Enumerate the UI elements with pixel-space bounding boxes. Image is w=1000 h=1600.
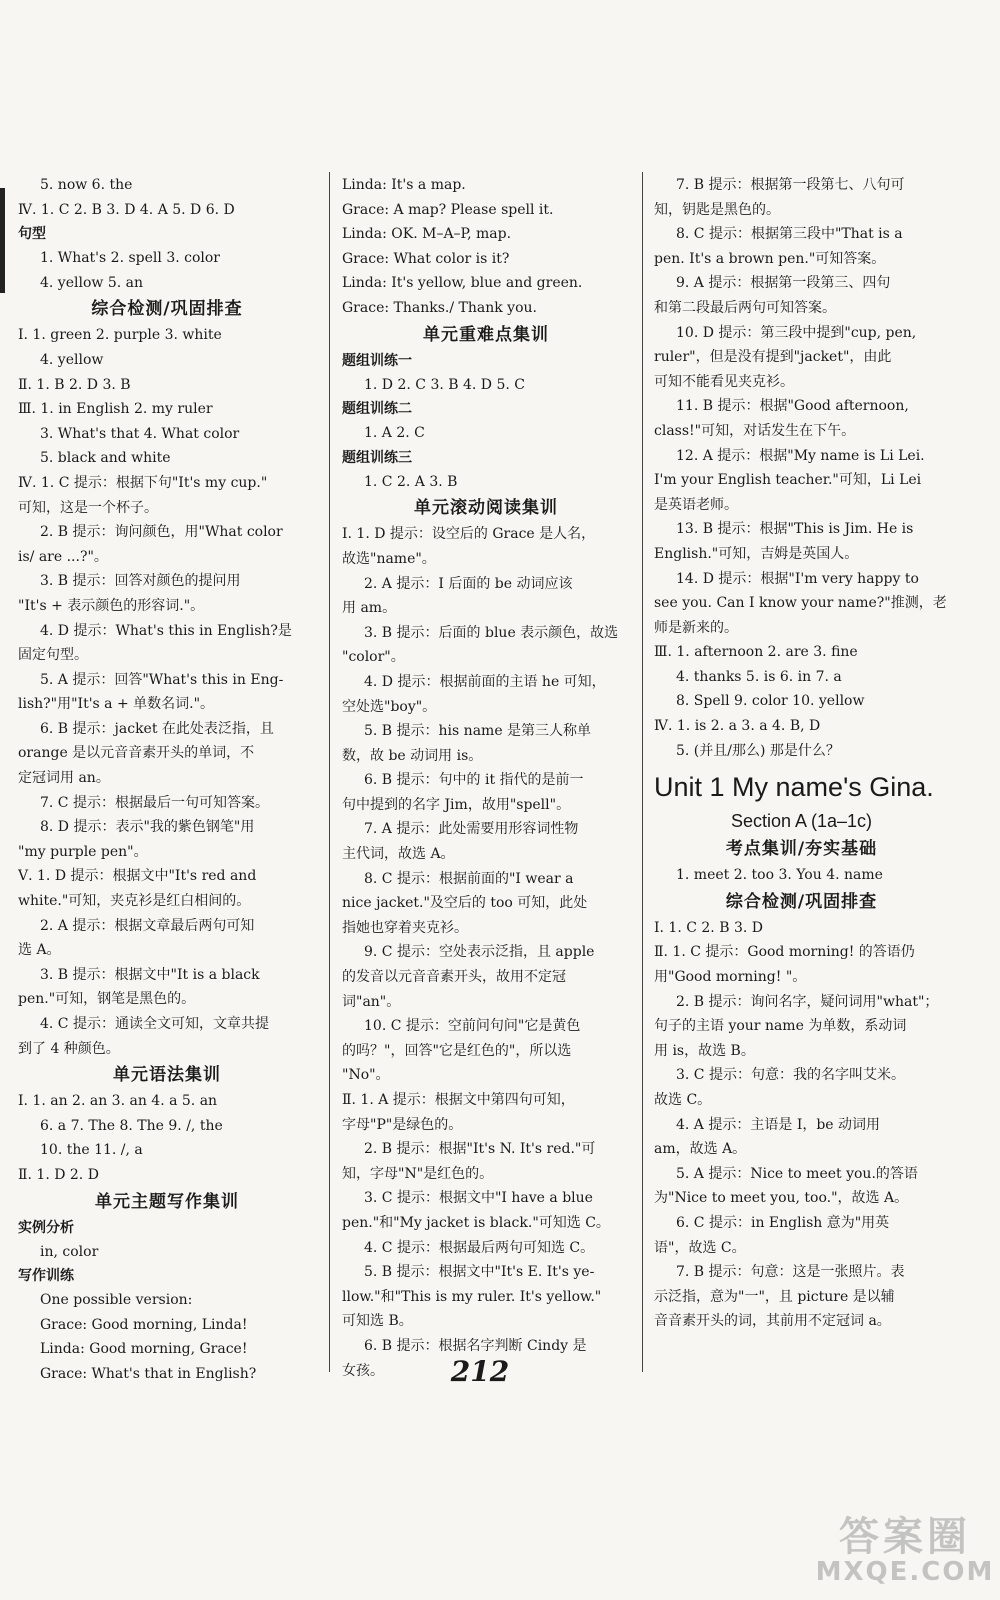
answer-line: Linda: OK. M–A–P, map. xyxy=(342,226,512,243)
answer-line: 2. B 提示：询问颜色，用"What color xyxy=(40,524,283,541)
answer-line: 知，字母"N"是红色的。 xyxy=(342,1165,494,1182)
section-title: Section A (1a–1c) xyxy=(730,811,873,832)
answer-line: 5. A 提示：回答"What's this in Eng- xyxy=(40,671,284,688)
answer-line: 14. D 提示：根据"I'm very happy to xyxy=(676,570,919,587)
answer-line: 4. A 提示：主语是 I，be 动词用 xyxy=(676,1116,881,1133)
answer-line: Grace: A map? Please spell it. xyxy=(342,201,554,218)
answer-line: 是英语老师。 xyxy=(654,496,738,513)
answer-line: 音音素开头的词，其前用不定冠词 a。 xyxy=(654,1313,891,1330)
answer-line: 6. a 7. The 8. The 9. /, the xyxy=(40,1117,223,1134)
answer-line: 2. A 提示：I 后面的 be 动词应该 xyxy=(364,575,573,592)
answer-line: 10. the 11. /, a xyxy=(40,1142,143,1159)
answer-line: 空处选"boy"。 xyxy=(342,698,437,715)
answer-line: Grace: What's that in English? xyxy=(40,1365,257,1382)
subsection-label: 题组训练三 xyxy=(342,449,412,466)
answer-line: 3. C 提示：句意：我的名字叫艾米。 xyxy=(676,1067,905,1084)
answer-line: 3. B 提示：后面的 blue 表示颜色，故选 xyxy=(364,624,619,641)
answer-line: 定冠词用 an。 xyxy=(18,770,110,787)
answer-line: 6. B 提示：根据名字判断 Cindy 是 xyxy=(364,1337,587,1354)
answer-line: 3. C 提示：根据文中"I have a blue xyxy=(364,1190,593,1207)
column-right xyxy=(654,173,949,1334)
answer-line: 10. D 提示：第三段中提到"cup, pen, xyxy=(676,324,917,341)
answer-line: 5. B 提示：根据文中"It's E. It's ye- xyxy=(364,1264,595,1281)
answer-line: "No"。 xyxy=(342,1067,390,1084)
binding-edge-mark xyxy=(0,188,5,293)
answer-line: 7. C 提示：根据最后一句可知答案。 xyxy=(40,794,269,811)
subsection-label: 实例分析 xyxy=(18,1219,74,1236)
answer-line: 8. D 提示：表示"我的紫色钢笔"用 xyxy=(40,819,255,836)
section-heading: 单元语法集训 xyxy=(113,1065,221,1086)
answer-line: Linda: Good morning, Grace! xyxy=(40,1341,248,1358)
answer-line: in, color xyxy=(40,1243,99,1260)
answer-line: I'm your English teacher."可知，Li Lei xyxy=(654,472,922,489)
answer-line: Ⅰ. 1. D 提示：设空后的 Grace 是人名， xyxy=(342,526,596,543)
answer-line: 字母"P"是绿色的。 xyxy=(342,1116,463,1133)
answer-line: 数，故 be 动词用 is。 xyxy=(342,747,483,764)
answer-line: 7. B 提示：根据第一段第七、八句可 xyxy=(676,177,905,193)
answer-line: Linda: It's yellow, blue and green. xyxy=(342,275,583,292)
answer-line: 2. B 提示：询问名字，疑问词用"what"； xyxy=(676,993,939,1010)
answer-line: 4. thanks 5. is 6. in 7. a xyxy=(676,668,842,685)
answer-line: 8. Spell 9. color 10. yellow xyxy=(676,693,865,710)
answer-line: 句中提到的名字 Jim，故用"spell"。 xyxy=(342,796,571,813)
answer-line: Ⅰ. 1. C 2. B 3. D xyxy=(654,919,763,936)
answer-line: Grace: Good morning, Linda! xyxy=(40,1316,248,1333)
answer-line: One possible version: xyxy=(40,1292,193,1309)
answer-line: 5. A 提示：Nice to meet you.的答语 xyxy=(676,1165,918,1182)
answer-line: 4. D 提示：根据前面的主语 he 可知， xyxy=(364,673,606,690)
answer-line: 示泛指，意为"一"，且 picture 是以辅 xyxy=(654,1288,895,1305)
answer-line: Grace: Thanks./ Thank you. xyxy=(342,299,537,316)
answer-line: 词"an"。 xyxy=(342,993,401,1010)
answer-line: 12. A 提示：根据"My name is Li Lei. xyxy=(676,447,925,464)
answer-line: 女孩。 xyxy=(342,1362,384,1379)
answer-line: class!"可知，对话发生在下午。 xyxy=(654,422,856,439)
answer-line: 用 am。 xyxy=(342,600,397,617)
answer-line: 语"，故选 C。 xyxy=(654,1239,746,1256)
answer-line: 11. B 提示：根据"Good afternoon, xyxy=(676,398,909,415)
answer-line: 用"Good morning! "。 xyxy=(654,969,807,986)
answer-line: Ⅲ. 1. in English 2. my ruler xyxy=(18,401,213,418)
answer-line: "It's + 表示颜色的形容词."。 xyxy=(18,597,205,614)
answer-line: Ⅳ. 1. C 2. B 3. D 4. A 5. D 6. D xyxy=(18,201,235,218)
answer-line: 4. yellow 5. an xyxy=(40,274,143,291)
answer-line: 8. C 提示：根据第三段中"That is a xyxy=(676,226,903,243)
answer-line: 6. B 提示：jacket 在此处表泛指，且 xyxy=(40,720,274,737)
answer-line: 故选"name"。 xyxy=(342,550,436,567)
answer-line: is/ are ...?"。 xyxy=(18,548,108,565)
answer-line: 4. yellow xyxy=(40,351,104,368)
watermark-line-1: 答案圈 xyxy=(839,1514,971,1560)
answer-line: 1. D 2. C 3. B 4. D 5. C xyxy=(364,376,525,393)
answer-line: nice jacket."及空后的 too 可知，此处 xyxy=(342,895,588,912)
answer-line: 3. B 提示：回答对颜色的提问用 xyxy=(40,573,241,590)
answer-line: Ⅱ. 1. C 提示：Good morning! 的答语仍 xyxy=(654,944,915,961)
answer-line: 9. C 提示：空处表示泛指，且 apple xyxy=(364,944,595,961)
answer-line: 故选 C。 xyxy=(654,1092,712,1108)
answer-line: 1. meet 2. too 3. You 4. name xyxy=(676,867,883,884)
answer-line: Ⅰ. 1. an 2. an 3. an 4. a 5. an xyxy=(18,1093,218,1110)
answer-line: 可知选 B。 xyxy=(342,1313,413,1330)
answer-line: 4. D 提示：What's this in English?是 xyxy=(40,622,292,639)
answer-line: "my purple pen"。 xyxy=(18,843,148,860)
answer-line: English."可知，吉姆是英国人。 xyxy=(654,545,859,562)
subsection-label: 写作训练 xyxy=(18,1268,74,1285)
answer-line: lish?"用"It's a + 单数名词."。 xyxy=(18,696,215,713)
answer-line: llow."和"This is my ruler. It's yellow." xyxy=(342,1288,602,1305)
column-divider-left xyxy=(329,172,330,1372)
answer-line: 3. What's that 4. What color xyxy=(40,425,240,442)
answer-line: 10. C 提示：空前问句问"它是黄色 xyxy=(364,1018,581,1035)
column-divider-right xyxy=(642,172,643,1372)
answer-line: Ⅲ. 1. afternoon 2. are 3. fine xyxy=(654,644,858,661)
unit-title: Unit 1 My name's Gina. xyxy=(654,772,934,803)
answer-line: 2. B 提示：根据"It's N. It's red."可 xyxy=(364,1141,596,1158)
answer-line: 5. now 6. the xyxy=(40,177,133,193)
answer-line: 6. C 提示：in English 意为"用英 xyxy=(676,1214,890,1231)
section-heading: 考点集训/夯实基础 xyxy=(725,839,878,860)
answer-line: 5. B 提示：his name 是第三人称单 xyxy=(364,723,592,740)
answer-line: pen."和"My jacket is black."可知选 C。 xyxy=(342,1214,610,1231)
answer-line: Ⅴ. 1. D 提示：根据文中"It's red and xyxy=(18,868,257,885)
answer-line: orange 是以元音音素开头的单词，不 xyxy=(18,745,255,762)
answer-line: 用 is，故选 B。 xyxy=(654,1042,755,1059)
answer-line: am，故选 A。 xyxy=(654,1141,747,1158)
section-heading: 综合检测/巩固排查 xyxy=(91,299,243,320)
answer-line: pen."可知，钢笔是黑色的。 xyxy=(18,991,196,1008)
answer-line: 师是新来的。 xyxy=(654,619,738,636)
answer-line: Ⅳ. 1. is 2. a 3. a 4. B, D xyxy=(654,718,821,735)
answer-line: white."可知，夹克衫是红白相间的。 xyxy=(18,893,251,910)
answer-line: 为"Nice to meet you, too."，故选 A。 xyxy=(654,1190,909,1207)
answer-line: 的吗？"，回答"它是红色的"，所以选 xyxy=(342,1042,572,1059)
answer-line: 3. B 提示：根据文中"It is a black xyxy=(40,966,260,983)
answer-line: Ⅳ. 1. C 提示：根据下句"It's my cup." xyxy=(18,474,268,491)
answer-line: 可知不能看见夹克衫。 xyxy=(654,373,794,390)
answer-line: 4. C 提示：根据最后两句可知选 C。 xyxy=(364,1239,595,1256)
answer-line: 和第二段最后两句可知答案。 xyxy=(654,299,836,316)
answer-line: 7. A 提示：此处需要用形容词性物 xyxy=(364,821,579,838)
watermark-logo xyxy=(815,1505,995,1595)
answer-line: 9. A 提示：根据第一段第三、四句 xyxy=(676,275,891,292)
answer-line: Linda: It's a map. xyxy=(342,177,466,193)
answer-line: 1. What's 2. spell 3. color xyxy=(40,250,220,267)
answer-line: 2. A 提示：根据文章最后两句可知 xyxy=(40,917,255,934)
answer-line: Ⅰ. 1. green 2. purple 3. white xyxy=(18,327,222,344)
answer-line: Grace: What color is it? xyxy=(342,250,510,267)
answer-line: ruler"，但是没有提到"jacket"，由此 xyxy=(654,349,892,366)
section-heading: 单元主题写作集训 xyxy=(95,1191,239,1212)
answer-line: see you. Can I know your name?"推测，老 xyxy=(654,595,947,612)
subsection-label: 题组训练一 xyxy=(342,352,412,369)
answer-line: Ⅱ. 1. D 2. D xyxy=(18,1166,99,1183)
answer-line: "color"。 xyxy=(342,649,405,666)
subsection-label: 句型 xyxy=(18,226,46,243)
answer-line: 的发音以元音音素开头，故用不定冠 xyxy=(342,969,566,986)
answer-line: pen. It's a brown pen."可知答案。 xyxy=(654,250,886,267)
subsection-label: 题组训练二 xyxy=(342,401,412,418)
answer-line: 5. (并且/那么) 那是什么？ xyxy=(676,742,840,759)
answer-line: 指她也穿着夹克衫。 xyxy=(342,919,468,936)
watermark-line-2: MXQE.COM xyxy=(815,1557,995,1587)
section-heading: 单元滚动阅读集训 xyxy=(414,498,558,519)
answer-line: 6. B 提示：句中的 it 指代的是前一 xyxy=(364,772,584,789)
column-left xyxy=(18,173,316,1387)
answer-line: Ⅱ. 1. B 2. D 3. B xyxy=(18,376,131,393)
answer-line: 7. B 提示：句意：这是一张照片。表 xyxy=(676,1264,905,1281)
answer-line: 主代词，故选 A。 xyxy=(342,846,455,863)
answer-line: 到了 4 种颜色。 xyxy=(18,1040,120,1057)
answer-line: 4. C 提示：通读全文可知，文章共提 xyxy=(40,1016,269,1032)
section-heading: 单元重难点集训 xyxy=(423,324,549,345)
answer-line: 固定句型。 xyxy=(18,647,88,664)
section-heading: 综合检测/巩固排查 xyxy=(725,891,878,912)
answer-line: 8. C 提示：根据前面的"I wear a xyxy=(364,870,574,887)
answer-line: 5. black and white xyxy=(40,450,171,467)
answer-line: 知，钥匙是黑色的。 xyxy=(654,201,780,218)
answer-line: 1. A 2. C xyxy=(364,425,425,442)
answer-line: 13. B 提示：根据"This is Jim. He is xyxy=(676,521,914,538)
answer-line: 选 A。 xyxy=(18,942,61,959)
answer-line: 1. C 2. A 3. B xyxy=(364,473,458,490)
answer-line: Ⅱ. 1. A 提示：根据文中第四句可知， xyxy=(342,1092,575,1108)
page-number: 212 xyxy=(450,1355,510,1388)
answer-line: 句子的主语 your name 为单数，系动词 xyxy=(654,1018,907,1035)
column-middle xyxy=(342,173,630,1383)
answer-line: 可知，这是一个杯子。 xyxy=(18,499,158,516)
